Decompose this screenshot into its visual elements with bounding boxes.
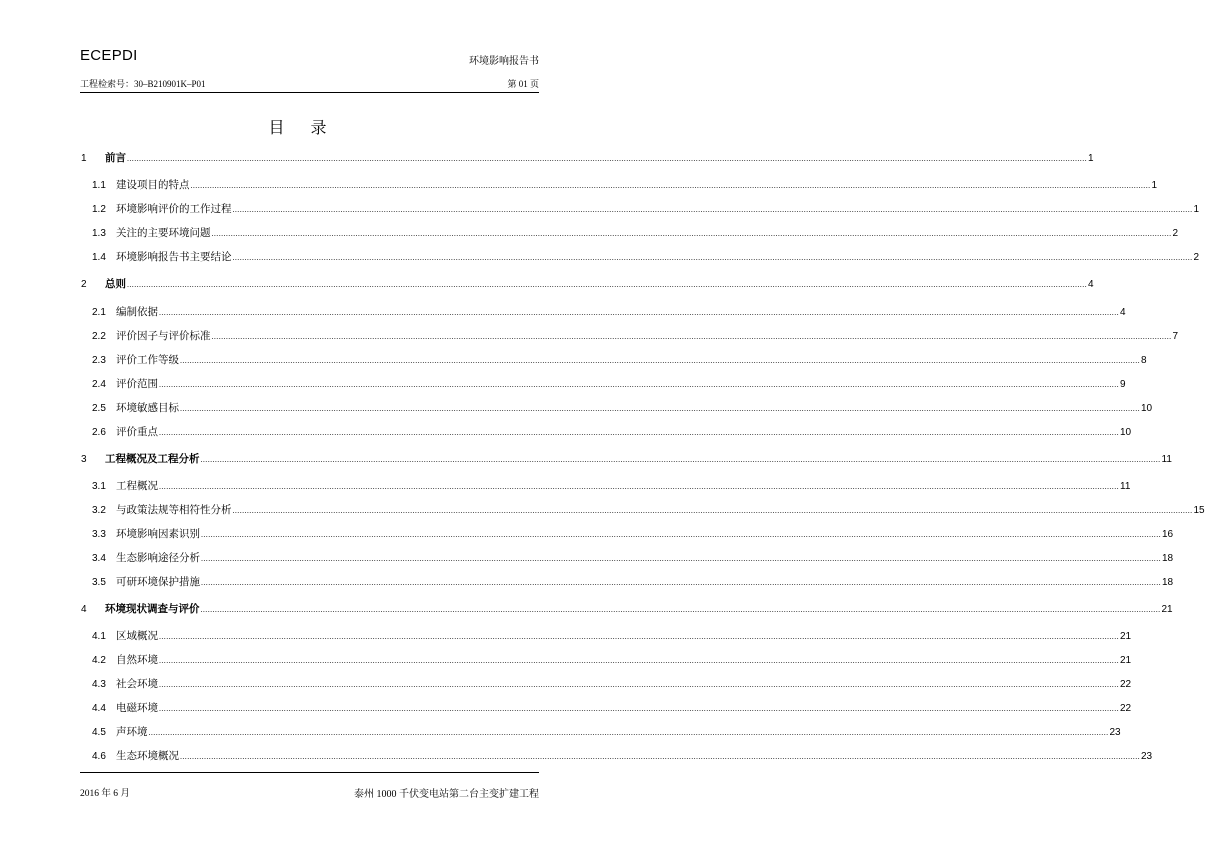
toc-entry-number: 2.5 xyxy=(92,403,106,414)
toc-entry[interactable] xyxy=(80,630,1132,644)
toc-entry-number: 4.1 xyxy=(92,631,106,642)
toc-entry-label: 环境现状调查与评价 xyxy=(105,603,200,615)
toc-entry-page: 2 xyxy=(1172,228,1179,239)
toc-entry[interactable] xyxy=(80,330,1179,344)
toc-entry[interactable] xyxy=(80,504,1205,518)
header-rule xyxy=(80,92,539,93)
footer-project-name: 泰州 1000 千伏变电站第二台主变扩建工程 xyxy=(354,789,539,800)
toc-entry-number: 3 xyxy=(81,454,87,465)
toc-entry-number: 2.3 xyxy=(92,355,106,366)
toc-entry-label: 前言 xyxy=(105,152,126,164)
toc-entry-page: 23 xyxy=(1109,727,1121,738)
toc-entry-page: 22 xyxy=(1120,703,1132,714)
toc-entry-number: 3.1 xyxy=(92,481,106,492)
toc-entry-label: 环境影响因素识别 xyxy=(116,529,200,540)
toc-dot-leader: ................................................................................................................................................................................................................................................................................................................................................................................................................ xyxy=(159,680,1119,689)
toc-dot-leader: ................................................................................................................................................................................................................................................................................................................................................................................................................ xyxy=(159,308,1119,317)
toc-entry-number: 1 xyxy=(81,153,87,164)
page-label: 第 01 页 xyxy=(507,79,539,89)
toc-entry-page: 22 xyxy=(1120,679,1132,690)
toc-entry-page: 2 xyxy=(1193,252,1200,263)
toc-entry-label: 评价重点 xyxy=(116,427,158,438)
toc-entry-label: 关注的主要环境问题 xyxy=(116,228,211,239)
document-type: 环境影响报告书 xyxy=(469,56,539,67)
footer-date: 2016 年 6 月 xyxy=(80,789,130,799)
toc-entry[interactable] xyxy=(80,203,1200,217)
toc-dot-leader: ................................................................................................................................................................................................................................................................................................................................................................................................................ xyxy=(232,205,1193,214)
toc-entry-page: 21 xyxy=(1120,655,1132,666)
toc-entry[interactable] xyxy=(80,452,1172,466)
toc-entry-page: 10 xyxy=(1120,427,1132,438)
toc-entry[interactable] xyxy=(80,354,1147,368)
toc-entry-label: 总则 xyxy=(105,278,126,290)
toc-entry[interactable] xyxy=(80,576,1174,590)
toc-entry-number: 2.4 xyxy=(92,379,106,390)
toc-entry[interactable] xyxy=(80,654,1132,668)
toc-entry-page: 1 xyxy=(1193,204,1200,215)
toc-entry[interactable] xyxy=(80,426,1132,440)
toc-entry-number: 4 xyxy=(81,604,87,615)
toc-entry-page: 4 xyxy=(1120,307,1126,318)
toc-entry-number: 3.4 xyxy=(92,553,106,564)
toc-entry-page: 9 xyxy=(1120,379,1126,390)
toc-dot-leader: ................................................................................................................................................................................................................................................................................................................................................................................................................ xyxy=(190,181,1151,190)
toc-entry[interactable] xyxy=(80,179,1158,193)
toc-dot-leader: ................................................................................................................................................................................................................................................................................................................................................................................................................ xyxy=(200,455,1161,464)
toc-entry-label: 生态环境概况 xyxy=(116,751,179,762)
toc-entry-number: 4.6 xyxy=(92,751,106,762)
toc-entry-number: 2.6 xyxy=(92,427,106,438)
toc-entry[interactable] xyxy=(80,750,1153,764)
toc-dot-leader: ................................................................................................................................................................................................................................................................................................................................................................................................................ xyxy=(180,752,1140,761)
toc-entry-page: 18 xyxy=(1162,553,1174,564)
toc-entry[interactable] xyxy=(80,726,1121,740)
toc-entry-page: 15 xyxy=(1193,505,1205,516)
toc-dot-leader: ................................................................................................................................................................................................................................................................................................................................................................................................................ xyxy=(180,356,1140,365)
toc-entry-page: 11 xyxy=(1120,481,1131,492)
toc-entry[interactable] xyxy=(80,702,1132,716)
project-code: 工程检索号：30–B210901K–P01 xyxy=(80,79,206,89)
toc-entry[interactable] xyxy=(80,306,1126,320)
toc-entry-page: 1 xyxy=(1088,153,1094,164)
toc-entry-label: 环境影响报告书主要结论 xyxy=(116,252,232,263)
toc-dot-leader: ................................................................................................................................................................................................................................................................................................................................................................................................................ xyxy=(232,506,1193,515)
toc-entry-number: 3.2 xyxy=(92,505,106,516)
toc-entry[interactable] xyxy=(80,227,1179,241)
toc-entry-label: 环境影响评价的工作过程 xyxy=(116,204,232,215)
toc-entry-label: 声环境 xyxy=(116,727,148,738)
toc-dot-leader: ................................................................................................................................................................................................................................................................................................................................................................................................................ xyxy=(127,154,1087,163)
toc-entry-page: 4 xyxy=(1088,279,1094,290)
toc-entry-number: 1.3 xyxy=(92,228,106,239)
toc-entry-label: 工程概况 xyxy=(116,481,158,492)
toc-entry-label: 可研环境保护措施 xyxy=(116,577,200,588)
toc-dot-leader: ................................................................................................................................................................................................................................................................................................................................................................................................................ xyxy=(200,605,1161,614)
toc-entry[interactable] xyxy=(80,528,1174,542)
toc-entry-label: 电磁环境 xyxy=(116,703,158,714)
toc-dot-leader: ................................................................................................................................................................................................................................................................................................................................................................................................................ xyxy=(159,656,1119,665)
toc-entry-label: 与政策法规等相符性分析 xyxy=(116,505,232,516)
toc-entry[interactable] xyxy=(80,378,1126,392)
toc-entry-page: 18 xyxy=(1162,577,1174,588)
toc-entry-label: 评价范围 xyxy=(116,379,158,390)
toc-entry-number: 2.2 xyxy=(92,331,106,342)
toc-dot-leader: ................................................................................................................................................................................................................................................................................................................................................................................................................ xyxy=(201,554,1161,563)
toc-entry-label: 社会环境 xyxy=(116,679,158,690)
toc-entry[interactable] xyxy=(80,151,1094,165)
toc-entry[interactable] xyxy=(80,602,1173,616)
toc-dot-leader: ................................................................................................................................................................................................................................................................................................................................................................................................................ xyxy=(159,704,1119,713)
toc-entry-label: 工程概况及工程分析 xyxy=(105,453,200,465)
toc-entry-page: 23 xyxy=(1141,751,1153,762)
toc-entry-label: 建设项目的特点 xyxy=(116,180,190,191)
toc-dot-leader: ................................................................................................................................................................................................................................................................................................................................................................................................................ xyxy=(232,253,1193,262)
toc-dot-leader: ................................................................................................................................................................................................................................................................................................................................................................................................................ xyxy=(159,632,1119,641)
toc-entry[interactable] xyxy=(80,251,1200,265)
toc-entry-number: 1.2 xyxy=(92,204,106,215)
toc-entry-number: 1.1 xyxy=(92,180,106,191)
toc-entry-number: 4.2 xyxy=(92,655,106,666)
toc-dot-leader: ................................................................................................................................................................................................................................................................................................................................................................................................................ xyxy=(180,404,1140,413)
toc-dot-leader: ................................................................................................................................................................................................................................................................................................................................................................................................................ xyxy=(127,280,1087,289)
toc-entry-label: 生态影响途径分析 xyxy=(116,553,200,564)
toc-entry-page: 21 xyxy=(1120,631,1132,642)
toc-dot-leader: ................................................................................................................................................................................................................................................................................................................................................................................................................ xyxy=(148,728,1109,737)
toc-entry-label: 评价因子与评价标准 xyxy=(116,331,211,342)
toc-entry-page: 21 xyxy=(1161,604,1173,615)
toc-entry[interactable] xyxy=(80,480,1131,494)
toc-entry-page: 8 xyxy=(1141,355,1147,366)
toc-entry-label: 自然环境 xyxy=(116,655,158,666)
toc-entry[interactable] xyxy=(80,402,1153,416)
toc-entry-number: 1.4 xyxy=(92,252,106,263)
toc-entry-page: 16 xyxy=(1162,529,1174,540)
toc-dot-leader: ................................................................................................................................................................................................................................................................................................................................................................................................................ xyxy=(159,428,1119,437)
toc-entry-number: 3.5 xyxy=(92,577,106,588)
toc-entry-number: 2.1 xyxy=(92,307,106,318)
toc-entry-number: 4.3 xyxy=(92,679,106,690)
toc-entry-page: 11 xyxy=(1161,454,1172,465)
toc-entry-number: 4.4 xyxy=(92,703,106,714)
toc-entry-number: 4.5 xyxy=(92,727,106,738)
toc-dot-leader: ................................................................................................................................................................................................................................................................................................................................................................................................................ xyxy=(201,578,1161,587)
toc-entry-number: 3.3 xyxy=(92,529,106,540)
toc-entry-page: 7 xyxy=(1172,331,1179,342)
toc-title: 目录 xyxy=(268,120,353,137)
toc-dot-leader: ................................................................................................................................................................................................................................................................................................................................................................................................................ xyxy=(159,482,1119,491)
toc-dot-leader: ................................................................................................................................................................................................................................................................................................................................................................................................................ xyxy=(159,380,1119,389)
toc-entry-page: 10 xyxy=(1141,403,1153,414)
toc-entry[interactable] xyxy=(80,277,1094,291)
toc-entry-label: 环境敏感目标 xyxy=(116,403,179,414)
toc-entry-label: 评价工作等级 xyxy=(116,355,179,366)
toc-entry-number: 2 xyxy=(81,279,87,290)
toc-entry-label: 编制依据 xyxy=(116,307,158,318)
footer-rule xyxy=(80,772,539,773)
toc-dot-leader: ................................................................................................................................................................................................................................................................................................................................................................................................................ xyxy=(211,229,1172,238)
toc-entry[interactable] xyxy=(80,678,1132,692)
toc-dot-leader: ................................................................................................................................................................................................................................................................................................................................................................................................................ xyxy=(201,530,1161,539)
toc-dot-leader: ................................................................................................................................................................................................................................................................................................................................................................................................................ xyxy=(211,332,1172,341)
toc-entry[interactable] xyxy=(80,552,1174,566)
company-logo: ECEPDI xyxy=(80,47,138,64)
toc-entry-page: 1 xyxy=(1151,180,1158,191)
toc-entry-label: 区域概况 xyxy=(116,631,158,642)
